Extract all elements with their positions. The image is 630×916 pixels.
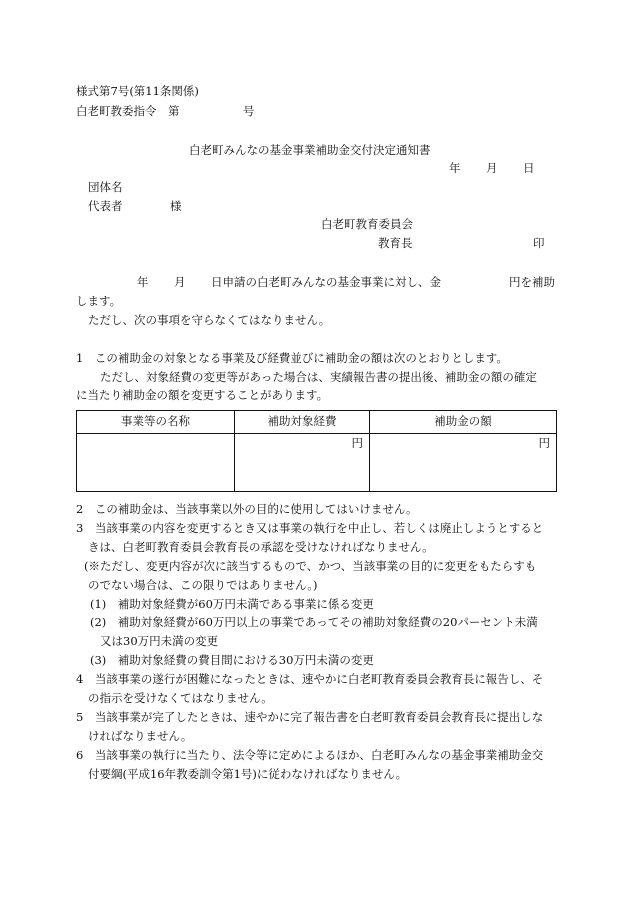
item-3-sub-1: (1) 補助対象経費が60万円未満である事業に係る変更 bbox=[90, 597, 374, 611]
table-header-row bbox=[77, 411, 557, 434]
honorific: 様 bbox=[170, 199, 182, 213]
item-3-sub-2-line-1: (2) 補助対象経費が60万円以上の事業であってその補助対象経費の20パーセント未満 bbox=[90, 615, 538, 629]
item-5-line-2: ければなりません。 bbox=[88, 729, 193, 743]
item-6-line-2: 付要綱(平成16年教委訓令第1号)に従わなければなりません。 bbox=[88, 767, 408, 781]
table-header: 補助金の額 bbox=[370, 411, 557, 434]
item-6-line-1: 6 当該事業の執行に当たり、法令等に定めによるほか、白老町みんなの基金事業補助金交 bbox=[76, 748, 544, 762]
intro-line-1-end: 円を補助 bbox=[509, 275, 555, 289]
project-name-cell bbox=[77, 434, 235, 492]
intro-line-3: ただし、次の事項を守らなくてはなりません。 bbox=[88, 313, 331, 327]
organization-label: 団体名 bbox=[88, 180, 123, 194]
item-1-line-2: ただし、対象経費の変更等があった場合は、実績報告書の提出後、補助金の額の確定 bbox=[100, 370, 537, 384]
seal-mark: 印 bbox=[533, 236, 545, 250]
item-3-sub-3: (3) 補助対象経費の費目間における30万円未満の変更 bbox=[90, 653, 374, 667]
table-row bbox=[77, 434, 557, 492]
item-3-line-2: きは、白老町教育委員会教育長の承認を受けなければなりません。 bbox=[88, 540, 434, 554]
subsidy-amount-cell: 円 bbox=[370, 434, 557, 492]
item-5-line-1: 5 当該事業が完了したときは、速やかに完了報告書を白老町教育委員会教育長に提出しな bbox=[76, 710, 544, 724]
item-1-line-3: に当たり補助金の額を変更することがあります。 bbox=[76, 388, 329, 402]
application-month: 月 bbox=[174, 275, 186, 289]
subsidy-table bbox=[76, 410, 557, 492]
document-title: 白老町みんなの基金事業補助金交付決定通知書 bbox=[189, 143, 431, 157]
form-number: 様式第7号(第11条関係) bbox=[76, 84, 199, 98]
item-3-line-4: のでない場合は、この限りではありません。) bbox=[88, 578, 318, 592]
date-month: 月 bbox=[486, 161, 498, 175]
intro-line-1: 日申請の白老町みんなの基金事業に対し、金 bbox=[211, 275, 441, 289]
application-year: 年 bbox=[137, 275, 149, 289]
table-header: 補助対象経費 bbox=[235, 411, 370, 434]
issuer-head: 教育長 bbox=[378, 236, 413, 250]
table-header: 事業等の名称 bbox=[77, 411, 235, 434]
intro-line-2: します。 bbox=[76, 294, 122, 308]
item-4-line-2: の指示を受けなくてはなりません。 bbox=[88, 691, 273, 705]
representative-label: 代表者 bbox=[88, 199, 123, 213]
date-day: 日 bbox=[523, 161, 535, 175]
item-3-sub-2-line-2: 又は30万円未満の変更 bbox=[100, 634, 219, 648]
item-3-line-1: 3 当該事業の内容を変更するとき又は事業の執行を中止し、若しくは廃止しようとすると bbox=[76, 521, 544, 535]
item-1-line-1: 1 この補助金の対象となる事業及び経費並びに補助金の額は次のとおりとします。 bbox=[76, 351, 508, 365]
eligible-cost-cell: 円 bbox=[235, 434, 370, 492]
notice-number-prefix: 白老町教委指令 第 bbox=[76, 104, 180, 118]
date-year: 年 bbox=[449, 161, 461, 175]
notice-number-suffix: 号 bbox=[243, 104, 255, 118]
item-3-line-3: (※ただし、変更内容が次に該当するもので、かつ、当該事業の目的に変更をもたらすも bbox=[84, 559, 537, 573]
issuer-board: 白老町教育委員会 bbox=[321, 217, 413, 231]
item-4-line-1: 4 当該事業の遂行が困難になったときは、速やかに白老町教育委員会教育長に報告し、そ bbox=[76, 672, 544, 686]
item-2: 2 この補助金は、当該事業以外の目的に使用してはいけません。 bbox=[76, 502, 418, 516]
